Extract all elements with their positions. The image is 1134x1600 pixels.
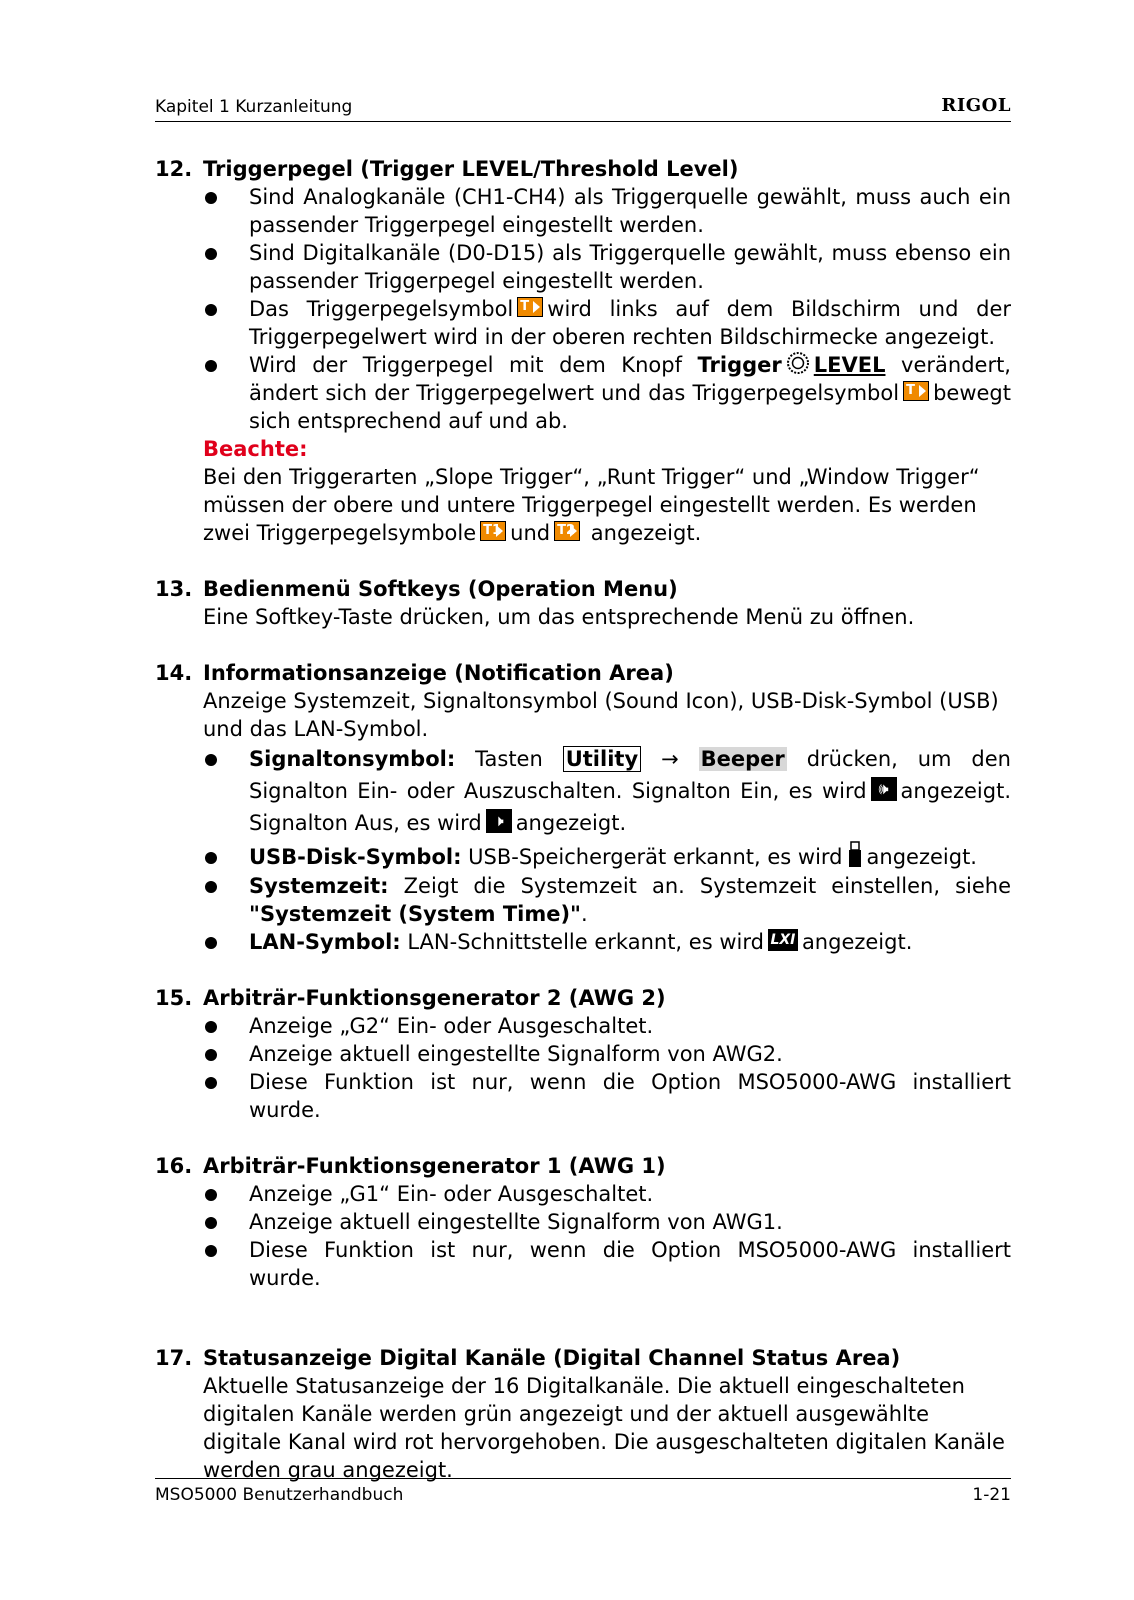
trigger-level-icon: T <box>517 297 543 317</box>
list-item: Wird der Triggerpegel mit dem Knopf Trigger LEVEL verändert, ändert sich der Triggerpegelwert und das Triggerpegelsymbol T bewegt sich entsprechend auf und ab. <box>203 351 1011 435</box>
section-title: 15. Arbiträr-Funktionsgenerator 2 (AWG 2) <box>155 986 666 1010</box>
page-number: 1-21 <box>972 1485 1011 1505</box>
list-item: Das Triggerpegelsymbol T wird links auf dem Bildschirm und der Triggerpegelwert wird in der oberen rechten Bildschirmecke angezeigt. <box>203 295 1011 351</box>
chapter-title: Kapitel 1 Kurzanleitung <box>155 97 353 117</box>
sound-off-icon: 🕨 <box>486 809 512 833</box>
list-item: Anzeige „G1“ Ein- oder Ausgeschaltet. <box>203 1180 1011 1208</box>
section-15 <box>155 984 1011 1124</box>
utility-key: Utility <box>563 746 641 772</box>
list-item: Anzeige aktuell eingestellte Signalform von AWG2. <box>203 1040 1011 1068</box>
note-label: Beachte: <box>203 437 308 461</box>
section-title: 12. Triggerpegel (Trigger LEVEL/Threshold Level) <box>155 157 739 181</box>
list-item: LAN-Symbol: LAN-Schnittstelle erkannt, es wird LXI angezeigt. <box>203 928 1011 956</box>
list-item: Anzeige „G2“ Ein- oder Ausgeschaltet. <box>203 1012 1011 1040</box>
list-item: Diese Funktion ist nur, wenn die Option MSO5000-AWG installiert wurde. <box>203 1068 1011 1124</box>
usb-icon <box>847 841 863 869</box>
sound-on-icon: 🕪 <box>871 777 897 801</box>
list-item: Anzeige aktuell eingestellte Signalform von AWG1. <box>203 1208 1011 1236</box>
section-title: 16. Arbiträr-Funktionsgenerator 1 (AWG 1) <box>155 1154 666 1178</box>
page-footer <box>155 1478 1011 1505</box>
lan-lxi-icon: LXI <box>768 929 798 951</box>
page-header <box>155 95 1011 122</box>
trigger-level-icon: T <box>903 381 929 401</box>
list-item: USB-Disk-Symbol: USB-Speichergerät erkannt, es wird angezeigt. <box>203 843 1011 872</box>
beeper-menu: Beeper <box>700 747 785 771</box>
trigger-level-2-icon: T2 <box>554 521 580 541</box>
section-13: 13. Bedienmenü Softkeys (Operation Menu) Eine Softkey-Taste drücken, um das entsprechende Menü zu öffnen. <box>155 575 1011 631</box>
list-item: Sind Analogkanäle (CH1-CH4) als Triggerquelle gewählt, muss auch ein passender Triggerpegel eingestellt werden. <box>203 183 1011 239</box>
section-title: 17. Statusanzeige Digital Kanäle (Digital Channel Status Area) <box>155 1346 901 1370</box>
list-item: Diese Funktion ist nur, wenn die Option MSO5000-AWG installiert wurde. <box>203 1236 1011 1292</box>
page-content <box>155 155 1011 1484</box>
section-14: 14. Informationsanzeige (Notification Area) Anzeige Systemzeit, Signaltonsymbol (Sound Icon), USB-Disk-Symbol (USB) und das LAN-Symbol. Signaltonsymbol: Tasten Utility → Beeper drücken, um den Signalton Ein- oder Auszuschalten. Signalton Ein, es wird 🕪 angezeigt. Signalton Aus, es wird 🕨 angezeigt. USB-Disk-Symbol: USB-Speichergerät erkannt, es wird angezeigt. Systemzeit: Zeigt die Systemzeit an. Systemzeit einstellen, siehe "Systemzeit (System Time)". LAN-Symbol: LAN-Schnittstelle erkannt, es wird LXI angezeigt. <box>155 661 1011 954</box>
list-item: Sind Digitalkanäle (D0-D15) als Triggerquelle gewählt, muss ebenso ein passender Triggerpegel eingestellt werden. <box>203 239 1011 295</box>
knob-icon <box>786 351 810 375</box>
section-16 <box>155 1152 1011 1292</box>
section-17: 17. Statusanzeige Digital Kanäle (Digital Channel Status Area) Aktuelle Statusanzeige der 16 Digitalkanäle. Die aktuell eingeschalteten digitalen Kanäle werden grün angezeigt und der aktuell ausgewählte digitale Kanal wird rot hervorgehoben. Die ausgeschalteten digitalen Kanäle werden grau angezeigt. <box>155 1344 1011 1484</box>
list-item: Signaltonsymbol: Tasten Utility → Beeper drücken, um den Signalton Ein- oder Auszuschalten. Signalton Ein, es wird 🕪 angezeigt. Signalton Aus, es wird 🕨 angezeigt. <box>203 743 1011 839</box>
manual-title: MSO5000 Benutzerhandbuch <box>155 1485 404 1505</box>
note-text: Bei den Triggerarten „Slope Trigger“, „Runt Trigger“ und „Window Trigger“ müssen der obere und untere Triggerpegel eingestellt werden. Es werden zwei Triggerpegelsymbole T1 und T2 angezeigt. <box>203 465 980 545</box>
section-title: 14. Informationsanzeige (Notification Area) <box>155 661 674 685</box>
section-12 <box>155 155 1011 547</box>
trigger-level-1-icon: T1 <box>480 521 506 541</box>
list-item: Systemzeit: Zeigt die Systemzeit an. Systemzeit einstellen, siehe "Systemzeit (System Time)". <box>203 872 1011 928</box>
section-title: 13. Bedienmenü Softkeys (Operation Menu) <box>155 577 678 601</box>
brand-logo: RIGOL <box>941 95 1011 116</box>
